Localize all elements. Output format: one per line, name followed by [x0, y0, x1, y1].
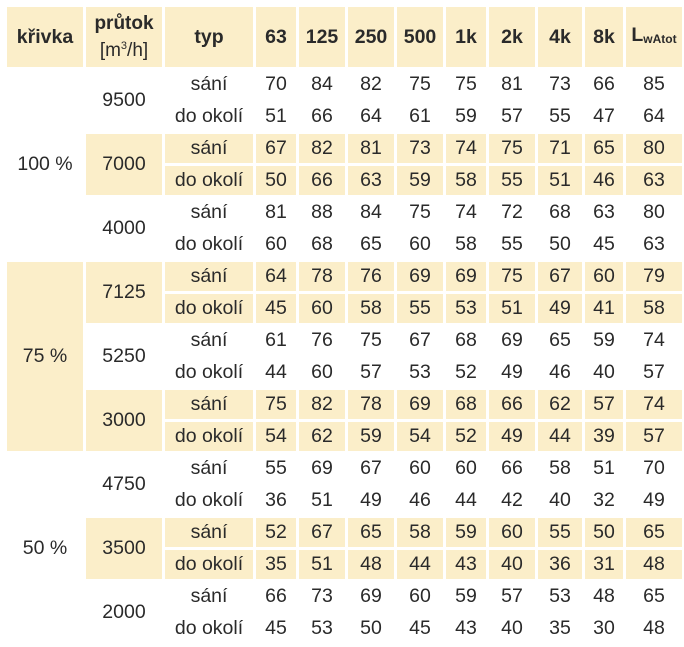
band-value-cell: 82: [299, 134, 345, 163]
header-prutok-unit: $[m^3/h]$: [99, 40, 149, 61]
band-value-cell: 55: [501, 233, 523, 255]
band-value-cell: 57: [360, 361, 382, 383]
band-value-cell: 66: [311, 105, 333, 127]
band-value-cell: 36: [538, 550, 582, 579]
band-value-cell: 67: [299, 518, 345, 547]
type-cell: sání: [190, 457, 228, 479]
band-value-cell: 35: [549, 617, 571, 639]
table-row: [7, 390, 682, 419]
band-value-cell: 40: [549, 489, 571, 511]
band-value-cell: 60: [455, 457, 477, 479]
lwatot-value-cell: 64: [643, 105, 665, 127]
band-value-cell: 60: [409, 457, 431, 479]
table-row: [7, 582, 682, 611]
band-value-cell: 51: [489, 294, 535, 323]
band-value-cell: 31: [585, 550, 623, 579]
band-value-cell: 58: [348, 294, 394, 323]
band-value-cell: 54: [256, 422, 296, 451]
band-value-cell: 45: [593, 233, 615, 255]
band-value-cell: 69: [397, 390, 443, 419]
band-value-cell: 44: [397, 550, 443, 579]
type-cell: sání: [190, 329, 228, 351]
table-body: [7, 70, 682, 643]
band-value-cell: 36: [265, 489, 287, 511]
band-value-cell: 74: [446, 134, 486, 163]
band-value-cell: 48: [348, 550, 394, 579]
band-value-cell: 59: [593, 329, 615, 351]
band-value-cell: 57: [501, 105, 523, 127]
band-value-cell: 46: [585, 166, 623, 195]
band-value-cell: 42: [501, 489, 523, 511]
type-cell: do okolí: [174, 233, 244, 255]
table-row: [7, 326, 682, 355]
table-row: [7, 198, 682, 227]
band-value-cell: 75: [489, 262, 535, 291]
band-value-cell: 44: [265, 361, 287, 383]
header-band: 8k: [585, 7, 623, 67]
band-value-cell: 61: [409, 105, 431, 127]
band-value-cell: 40: [501, 617, 523, 639]
band-value-cell: 57: [501, 585, 523, 607]
table-row: [7, 262, 682, 291]
header-band: 125: [299, 7, 345, 67]
type-cell: do okolí: [174, 617, 244, 639]
lwatot-value-cell: 49: [643, 489, 665, 511]
band-value-cell: 84: [360, 201, 382, 223]
lwatot-value-cell: 48: [626, 550, 682, 579]
header-band: 250: [348, 7, 394, 67]
band-value-cell: 75: [409, 201, 431, 223]
band-value-cell: 73: [549, 73, 571, 95]
band-value-cell: 68: [311, 233, 333, 255]
band-value-cell: 53: [446, 294, 486, 323]
table-row: [7, 454, 682, 483]
band-value-cell: 30: [593, 617, 615, 639]
band-value-cell: 65: [348, 518, 394, 547]
band-value-cell: 57: [585, 390, 623, 419]
header-band: 1k: [446, 7, 486, 67]
band-value-cell: 61: [265, 329, 287, 351]
band-value-cell: 60: [265, 233, 287, 255]
band-value-cell: 66: [265, 585, 287, 607]
lwatot-value-cell: 63: [643, 233, 665, 255]
band-value-cell: 62: [299, 422, 345, 451]
band-value-cell: 66: [299, 166, 345, 195]
band-value-cell: 49: [360, 489, 382, 511]
header-band: 63: [256, 7, 296, 67]
band-value-cell: 68: [446, 390, 486, 419]
band-value-cell: 49: [501, 361, 523, 383]
header-band: 500: [397, 7, 443, 67]
band-value-cell: 75: [360, 329, 382, 351]
band-value-cell: 59: [455, 105, 477, 127]
header-typ: typ: [165, 7, 253, 67]
band-value-cell: 69: [397, 262, 443, 291]
band-value-cell: 50: [549, 233, 571, 255]
band-value-cell: 78: [348, 390, 394, 419]
band-value-cell: 81: [265, 201, 287, 223]
band-value-cell: 45: [409, 617, 431, 639]
lwatot-value-cell: 63: [626, 166, 682, 195]
band-value-cell: 53: [549, 585, 571, 607]
flow-cell: 3000: [86, 390, 162, 451]
band-value-cell: 66: [593, 73, 615, 95]
band-value-cell: 68: [549, 201, 571, 223]
type-cell: sání: [190, 73, 228, 95]
flow-cell: 4750: [102, 473, 146, 495]
band-value-cell: 46: [409, 489, 431, 511]
lwatot-value-cell: 65: [626, 518, 682, 547]
type-cell: do okolí: [174, 489, 244, 511]
type-cell: do okolí: [174, 361, 244, 383]
table-row: [7, 518, 682, 547]
band-value-cell: 47: [593, 105, 615, 127]
lwatot-value-cell: 74: [643, 329, 665, 351]
header-band: 2k: [489, 7, 535, 67]
band-value-cell: 58: [549, 457, 571, 479]
band-value-cell: 69: [446, 262, 486, 291]
band-value-cell: 50: [360, 617, 382, 639]
band-value-cell: 76: [311, 329, 333, 351]
band-value-cell: 82: [360, 73, 382, 95]
band-value-cell: 55: [538, 518, 582, 547]
lwatot-value-cell: 57: [643, 361, 665, 383]
band-value-cell: 51: [311, 489, 333, 511]
band-value-cell: 78: [299, 262, 345, 291]
type-cell: do okolí: [174, 105, 244, 127]
band-value-cell: 59: [348, 422, 394, 451]
lwatot-value-cell: 80: [643, 201, 665, 223]
band-value-cell: 69: [311, 457, 333, 479]
band-value-cell: 35: [256, 550, 296, 579]
band-value-cell: 73: [397, 134, 443, 163]
type-cell: sání: [165, 518, 253, 547]
band-value-cell: 65: [360, 233, 382, 255]
band-value-cell: 69: [360, 585, 382, 607]
table-row: [7, 70, 682, 99]
band-value-cell: 67: [409, 329, 431, 351]
band-value-cell: 45: [265, 617, 287, 639]
band-value-cell: 68: [455, 329, 477, 351]
band-value-cell: 70: [265, 73, 287, 95]
type-cell: do okolí: [165, 166, 253, 195]
band-value-cell: 59: [397, 166, 443, 195]
band-value-cell: 81: [348, 134, 394, 163]
band-value-cell: 60: [489, 518, 535, 547]
band-value-cell: 55: [489, 166, 535, 195]
lwatot-value-cell: 80: [626, 134, 682, 163]
band-value-cell: 48: [593, 585, 615, 607]
band-value-cell: 55: [397, 294, 443, 323]
band-value-cell: 53: [311, 617, 333, 639]
band-value-cell: 43: [446, 550, 486, 579]
band-value-cell: 76: [348, 262, 394, 291]
band-value-cell: 58: [455, 233, 477, 255]
band-value-cell: 65: [549, 329, 571, 351]
band-value-cell: 69: [501, 329, 523, 351]
band-value-cell: 63: [348, 166, 394, 195]
band-value-cell: 67: [360, 457, 382, 479]
type-cell: do okolí: [165, 550, 253, 579]
flow-cell: 7000: [86, 134, 162, 195]
lwatot-value-cell: 74: [626, 390, 682, 419]
band-value-cell: 51: [593, 457, 615, 479]
type-cell: sání: [165, 134, 253, 163]
band-value-cell: 82: [299, 390, 345, 419]
flow-cell: 9500: [102, 89, 146, 111]
band-value-cell: 44: [538, 422, 582, 451]
header-lwatot: LwAtot: [626, 7, 682, 67]
type-cell: do okolí: [165, 294, 253, 323]
flow-cell: 3500: [86, 518, 162, 579]
band-value-cell: 73: [311, 585, 333, 607]
band-value-cell: 50: [256, 166, 296, 195]
band-value-cell: 66: [501, 457, 523, 479]
band-value-cell: 72: [501, 201, 523, 223]
band-value-cell: 59: [446, 518, 486, 547]
band-value-cell: 40: [489, 550, 535, 579]
lwatot-value-cell: 57: [626, 422, 682, 451]
band-value-cell: 75: [409, 73, 431, 95]
flow-cell: 5250: [102, 345, 146, 367]
band-value-cell: 60: [299, 294, 345, 323]
curve-cell: 50 %: [22, 537, 68, 559]
band-value-cell: 52: [455, 361, 477, 383]
header-band: 4k: [538, 7, 582, 67]
band-value-cell: 81: [501, 73, 523, 95]
noise-data-table: [4, 4, 684, 646]
band-value-cell: 45: [256, 294, 296, 323]
band-value-cell: 58: [446, 166, 486, 195]
band-value-cell: 65: [585, 134, 623, 163]
band-value-cell: 60: [409, 233, 431, 255]
band-value-cell: 51: [538, 166, 582, 195]
band-value-cell: 58: [397, 518, 443, 547]
curve-cell: 100 %: [17, 153, 73, 175]
band-value-cell: 52: [446, 422, 486, 451]
header-krivka: křivka: [7, 7, 83, 67]
band-value-cell: 63: [593, 201, 615, 223]
header-prutok-label: průtok: [94, 13, 154, 34]
band-value-cell: 49: [538, 294, 582, 323]
band-value-cell: 51: [265, 105, 287, 127]
band-value-cell: 66: [489, 390, 535, 419]
band-value-cell: 43: [455, 617, 477, 639]
table-row: [7, 134, 682, 163]
curve-cell: 75 %: [7, 262, 83, 451]
flow-cell: 2000: [102, 601, 146, 623]
band-value-cell: 71: [538, 134, 582, 163]
band-value-cell: 60: [311, 361, 333, 383]
band-value-cell: 88: [311, 201, 333, 223]
lwatot-value-cell: 70: [643, 457, 665, 479]
band-value-cell: 60: [585, 262, 623, 291]
band-value-cell: 32: [593, 489, 615, 511]
band-value-cell: 60: [409, 585, 431, 607]
lwatot-value-cell: 65: [643, 585, 665, 607]
flow-cell: 4000: [102, 217, 146, 239]
band-value-cell: 54: [397, 422, 443, 451]
band-value-cell: 64: [256, 262, 296, 291]
band-value-cell: 50: [585, 518, 623, 547]
type-cell: sání: [165, 262, 253, 291]
band-value-cell: 75: [256, 390, 296, 419]
band-value-cell: 64: [360, 105, 382, 127]
band-value-cell: 52: [256, 518, 296, 547]
flow-cell: 7125: [86, 262, 162, 323]
band-value-cell: 39: [585, 422, 623, 451]
lwatot-value-cell: 79: [626, 262, 682, 291]
band-value-cell: 49: [489, 422, 535, 451]
band-value-cell: 40: [593, 361, 615, 383]
band-value-cell: 75: [489, 134, 535, 163]
band-value-cell: 84: [311, 73, 333, 95]
band-value-cell: 41: [585, 294, 623, 323]
type-cell: sání: [165, 390, 253, 419]
band-value-cell: 74: [455, 201, 477, 223]
band-value-cell: 67: [538, 262, 582, 291]
band-value-cell: 55: [549, 105, 571, 127]
band-value-cell: 75: [455, 73, 477, 95]
band-value-cell: 44: [455, 489, 477, 511]
band-value-cell: 55: [265, 457, 287, 479]
band-value-cell: 53: [409, 361, 431, 383]
band-value-cell: 67: [256, 134, 296, 163]
band-value-cell: 62: [538, 390, 582, 419]
type-cell: do okolí: [165, 422, 253, 451]
lwatot-value-cell: 48: [643, 617, 665, 639]
type-cell: sání: [190, 201, 228, 223]
header-row: [7, 7, 682, 67]
lwatot-value-cell: 85: [643, 73, 665, 95]
type-cell: sání: [190, 585, 228, 607]
band-value-cell: 51: [299, 550, 345, 579]
header-prutok: [86, 7, 162, 67]
band-value-cell: 59: [455, 585, 477, 607]
band-value-cell: 46: [549, 361, 571, 383]
lwatot-value-cell: 58: [626, 294, 682, 323]
